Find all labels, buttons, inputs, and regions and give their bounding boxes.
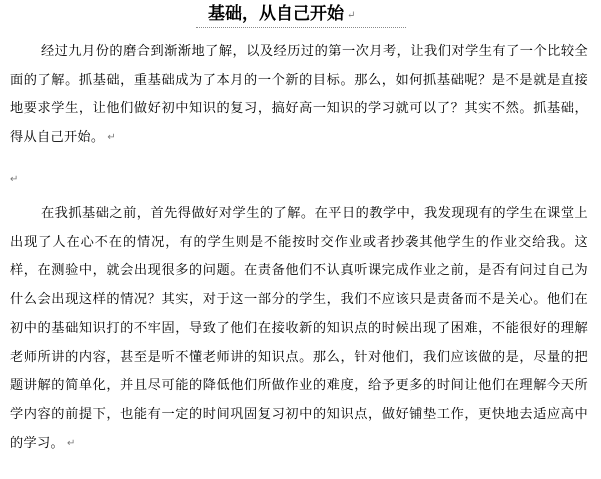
paragraph-mark-icon: ↵ xyxy=(66,437,76,449)
title-underline xyxy=(196,27,406,28)
paragraph-mark-icon: ↵ xyxy=(347,10,356,21)
paragraph-mark-icon: ↵ xyxy=(107,132,117,144)
paragraph-1 xyxy=(10,38,588,153)
title-row xyxy=(0,0,601,30)
paragraph-2 xyxy=(10,200,588,458)
empty-paragraph-mark-icon: ↵ xyxy=(10,174,19,185)
document-title xyxy=(208,4,355,26)
document-title-text: 基础，从自己开始 xyxy=(208,4,344,24)
paragraph-1-text: 经过九月份的磨合到渐渐地了解，以及经历过的第一次月考，让我们对学生有了一个比较全面的了解。抓基础，重基础成为了本月的一个新的目标。那么，如何抓基础呢？是不是就是直接地要求学生，让他们做好初中知识的复习，搞好高一知识的学习就可以了？其实不然。抓基础，得从自己开始。 xyxy=(10,44,588,146)
paragraph-2-text: 在我抓基础之前，首先得做好对学生的了解。在平日的教学中，我发现现有的学生在课堂上出现了人在心不在的情况，有的学生则是不能按时交作业或者抄袭其他学生的作业交给我。这样，在测验中，就会出现很多的问题。在责备他们不认真听课完成作业之前，是否有问过自己为什么会出现这样的情况？其实，对于这一部分的学生，我们不应该只是责备而不是关心。他们在初中的基础知识打的不牢固，导致了他们在接收新的知识点的时候出现了困难，不能很好的理解老师所讲的内容，甚至是听不懂老师讲的知识点。那么，针对他们，我们应该做的是，尽量的把题讲解的简单化，并且尽可能的降低他们所做作业的难度，给予更多的时间让他们在理解今天所学内容的前提下，也能有一定的时间巩固复习初中的知识点，做好铺垫工作，更快地去适应高中的学习。 xyxy=(10,206,588,451)
